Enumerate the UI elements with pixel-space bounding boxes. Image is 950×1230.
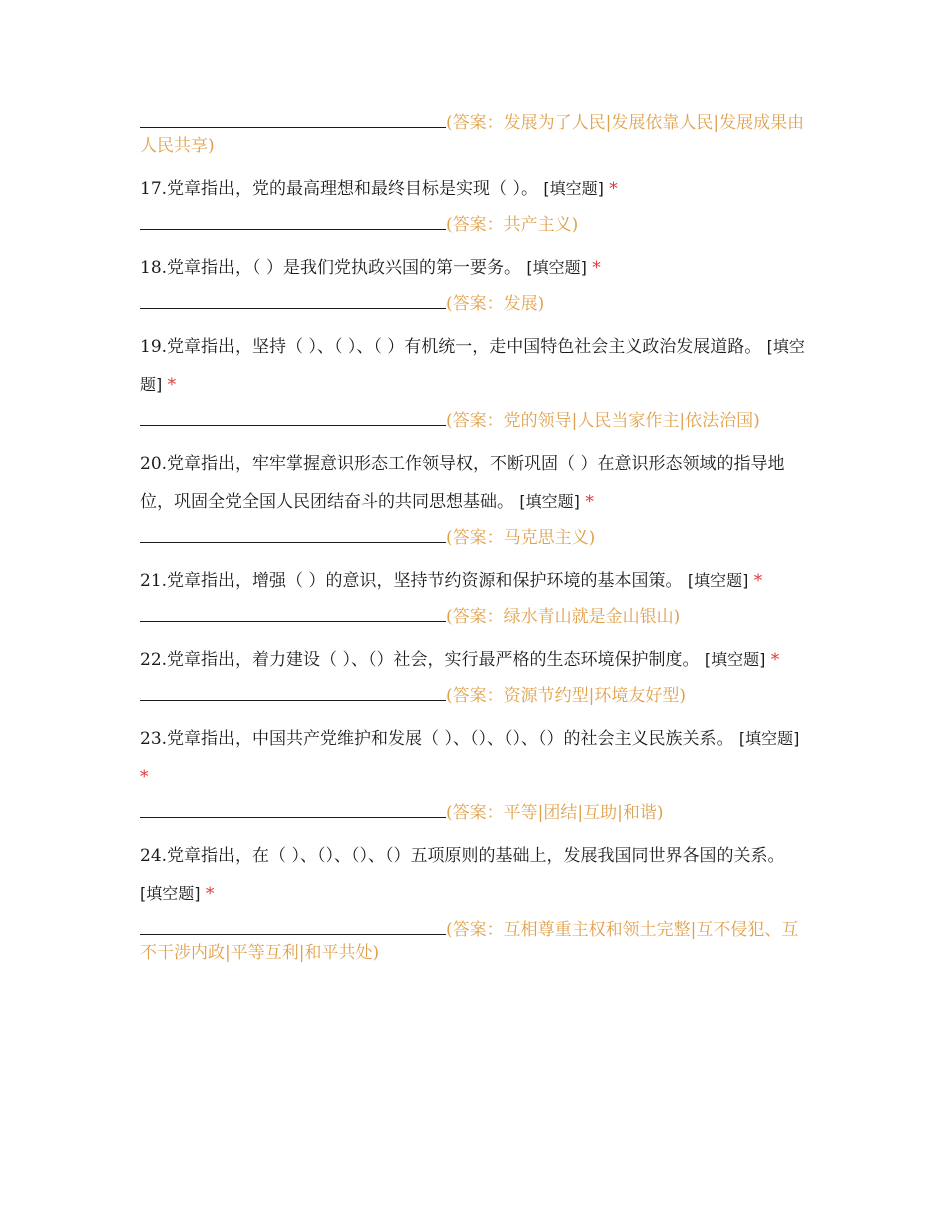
answer-blank-line bbox=[140, 798, 446, 818]
question-type-label: [填空题] bbox=[140, 337, 805, 394]
answer-row-20 bbox=[140, 523, 812, 550]
answer-text: (答案：资源节约型|环境友好型) bbox=[446, 686, 686, 706]
answer-row-24 bbox=[140, 915, 812, 965]
answer-text: (答案：互相尊重主权和领土完整|互不侵犯、互不干涉内政|平等互利|和平共处) bbox=[140, 920, 799, 963]
question-18 bbox=[140, 249, 812, 287]
answer-row-19 bbox=[140, 406, 812, 433]
answer-blank-line bbox=[140, 108, 446, 128]
answer-row-22 bbox=[140, 681, 812, 708]
answer-text: (答案：绿水青山就是金山银山) bbox=[446, 607, 681, 627]
answer-text: (答案：马克思主义) bbox=[446, 528, 596, 548]
question-type-label: [填空题] bbox=[526, 258, 587, 277]
required-mark: * bbox=[770, 650, 780, 670]
required-mark: * bbox=[592, 258, 601, 278]
question-24 bbox=[140, 837, 812, 913]
question-20 bbox=[140, 445, 812, 521]
question-type-label: [填空题] bbox=[704, 650, 766, 669]
required-mark: * bbox=[609, 179, 618, 199]
question-text: 24.党章指出，在（ ）、（）、（）、（）五项原则的基础上，发展我国同世界各国的关系。 bbox=[140, 846, 785, 866]
answer-text: (答案：发展) bbox=[446, 294, 545, 314]
question-17 bbox=[140, 170, 812, 208]
question-21 bbox=[140, 562, 812, 600]
answer-row-17 bbox=[140, 210, 812, 237]
answer-text: (答案：平等|团结|互助|和谐) bbox=[446, 803, 664, 823]
question-type-label: [填空题] bbox=[543, 179, 604, 198]
answer-row-16 bbox=[140, 108, 812, 158]
answer-text: (答案：发展为了人民|发展依靠人民|发展成果由人民共享) bbox=[140, 113, 805, 156]
question-text: 19.党章指出，坚持（ ）、（ ）、（ ）有机统一，走中国特色社会主义政治发展道路。 bbox=[140, 337, 762, 357]
question-type-label: [填空题] bbox=[519, 492, 580, 511]
answer-row-23 bbox=[140, 798, 812, 825]
question-19 bbox=[140, 328, 812, 404]
answer-blank-line bbox=[140, 915, 446, 935]
required-mark: * bbox=[205, 884, 215, 904]
question-text: 20.党章指出，牢牢掌握意识形态工作领导权，不断巩固（ ）在意识形态领域的指导地位，巩固全党全国人民团结奋斗的共同思想基础。 bbox=[140, 454, 785, 512]
answer-text: (答案：党的领导|人民当家作主|依法治国) bbox=[446, 411, 760, 431]
answer-blank-line bbox=[140, 210, 446, 230]
question-type-label: [填空题] bbox=[140, 884, 201, 903]
answer-blank-line bbox=[140, 681, 446, 701]
question-text: 17.党章指出，党的最高理想和最终目标是实现（ ）。 bbox=[140, 179, 538, 199]
answer-row-18 bbox=[140, 289, 812, 316]
question-text: 21.党章指出，增强（ ）的意识，坚持节约资源和保护环境的基本国策。 bbox=[140, 571, 683, 591]
required-mark: * bbox=[140, 767, 149, 787]
answer-blank-line bbox=[140, 289, 446, 309]
answer-row-21 bbox=[140, 602, 812, 629]
question-22 bbox=[140, 641, 812, 679]
answer-text: (答案：共产主义) bbox=[446, 215, 579, 235]
required-mark: * bbox=[753, 571, 763, 591]
required-mark: * bbox=[585, 492, 594, 512]
question-type-label: [填空题] bbox=[738, 729, 800, 748]
question-text: 22.党章指出，着力建设（ ）、（）社会，实行最严格的生态环境保护制度。 bbox=[140, 650, 700, 670]
question-text: 23.党章指出，中国共产党维护和发展（ ）、（）、（）、（）的社会主义民族关系。 bbox=[140, 729, 734, 749]
answer-blank-line bbox=[140, 523, 446, 543]
document-page bbox=[140, 108, 812, 965]
question-type-label: [填空题] bbox=[687, 571, 749, 590]
required-mark: * bbox=[167, 375, 177, 395]
answer-blank-line bbox=[140, 406, 446, 426]
answer-blank-line bbox=[140, 602, 446, 622]
question-text: 18.党章指出，（ ）是我们党执政兴国的第一要务。 bbox=[140, 258, 521, 278]
question-23 bbox=[140, 720, 812, 796]
